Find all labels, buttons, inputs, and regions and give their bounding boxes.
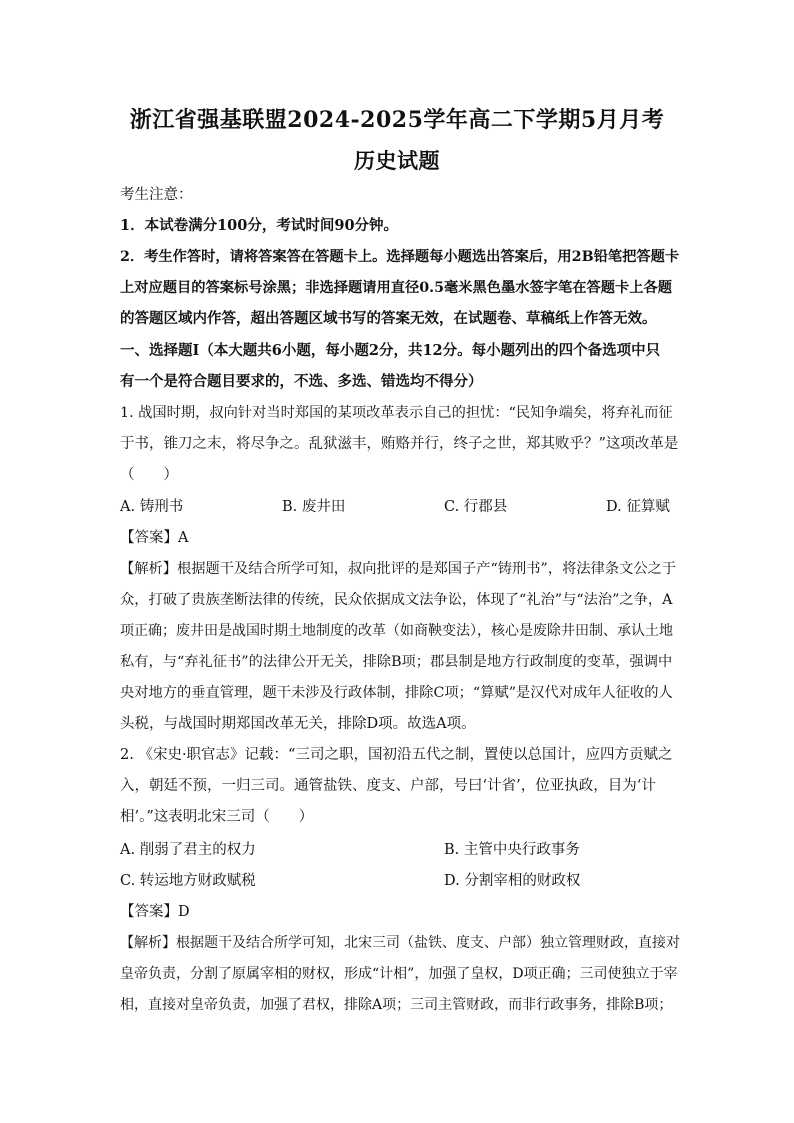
q2-stem-line-1: 2. 《宋史·职官志》记载：“三司之职，国初沿五代之制，置使以总国计，应四方贡赋之 <box>120 747 673 763</box>
q1-option-c: C. 行郡县 <box>444 499 508 515</box>
notice-heading: 考生注意： <box>120 187 193 203</box>
section-heading-line-1: 一、选择题Ⅰ（本大题共6小题，每小题2分，共12分。每小题列出的四个备选项中只 <box>120 342 661 359</box>
q1-stem-line-3: （ ） <box>120 467 178 483</box>
q1-explanation-line-6: 头税，与战国时期郑国改革无关，排除D项。故选A项。 <box>120 716 476 732</box>
q2-option-a: A. 削弱了君主的权力 <box>120 842 256 858</box>
q2-explanation-line-2: 皇帝负责，分割了原属宰相的财权，形成“计相”，加强了皇权，D项正确；三司使独立于宰 <box>120 966 678 982</box>
document-title: 浙江省强基联盟2024-2025学年高二下学期5月月考 <box>129 107 665 133</box>
q1-option-b: B. 废井田 <box>282 499 346 515</box>
q2-option-d: D. 分割宰相的财政权 <box>444 873 581 889</box>
notice-line-4: 的答题区域内作答，超出答题区域书写的答案无效，在试题卷、草稿纸上作答无效。 <box>120 310 657 327</box>
q1-explanation-line-2: 众，打破了贵族垄断法律的传统，民众依据成文法争讼，体现了“礼治”与“法治”之争，A <box>120 592 673 608</box>
q1-explanation-line-5: 央对地方的垂直管理，题干未涉及行政体制，排除C项；“算赋”是汉代对成年人征收的人 <box>120 685 673 701</box>
q2-stem-line-3: 相’。”这表明北宋三司（ ） <box>120 809 314 825</box>
q1-explanation-line-3: 项正确；废井田是战国时期土地制度的改革（如商鞅变法），核心是废除井田制、承认土地 <box>120 623 673 639</box>
q1-answer: 【答案】A <box>120 530 189 546</box>
notice-line-2: 2．考生作答时，请将答案答在答题卡上。选择题每小题选出答案后，用2B铅笔把答题卡 <box>120 249 680 265</box>
q2-option-c: C. 转运地方财政赋税 <box>120 873 256 889</box>
notice-line-3: 上对应题目的答案标号涂黑；非选择题请用直径0.5毫米黑色墨水签字笔在答题卡上各题 <box>120 280 673 296</box>
q2-explanation-line-3: 相，直接对皇帝负责，加强了君权，排除A项；三司主管财政，而非行政事务，排除B项； <box>120 997 673 1013</box>
q1-stem-line-2: 于书，锥刀之末，将尽争之。乱狱滋丰，贿赂并行，终子之世，郑其败乎？”这项改革是 <box>120 436 679 452</box>
q1-option-d: D. 征算赋 <box>606 499 670 515</box>
section-heading-line-2: 有一个是符合题目要求的，不选、多选、错选均不得分） <box>120 373 483 390</box>
q1-explanation-line-1: 【解析】根据题干及结合所学可知，叔向批评的是郑国子产“铸刑书”，将法律条文公之于 <box>120 561 677 577</box>
notice-line-1: 1．本试卷满分100分，考试时间90分钟。 <box>120 217 399 234</box>
q1-option-a: A. 铸刑书 <box>120 499 184 515</box>
q2-answer: 【答案】D <box>120 904 190 920</box>
q2-stem-line-2: 入，朝廷不预，一归三司。通管盐铁、度支、户部，号曰‘计省’，位亚执政，目为‘计 <box>120 778 656 794</box>
q2-option-b: B. 主管中央行政事务 <box>444 842 580 858</box>
q2-explanation-line-1: 【解析】根据题干及结合所学可知，北宋三司（盐铁、度支、户部）独立管理财政，直接对 <box>120 935 680 951</box>
q1-explanation-line-4: 私有，与“弃礼征书”的法律公开无关，排除B项；郡县制是地方行政制度的变革，强调中 <box>120 654 673 670</box>
document-subtitle: 历史试题 <box>354 148 440 173</box>
q1-stem-line-1: 1. 战国时期，叔向针对当时郑国的某项改革表示自己的担忧：“民知争端矣，将弃礼而征 <box>120 405 673 421</box>
